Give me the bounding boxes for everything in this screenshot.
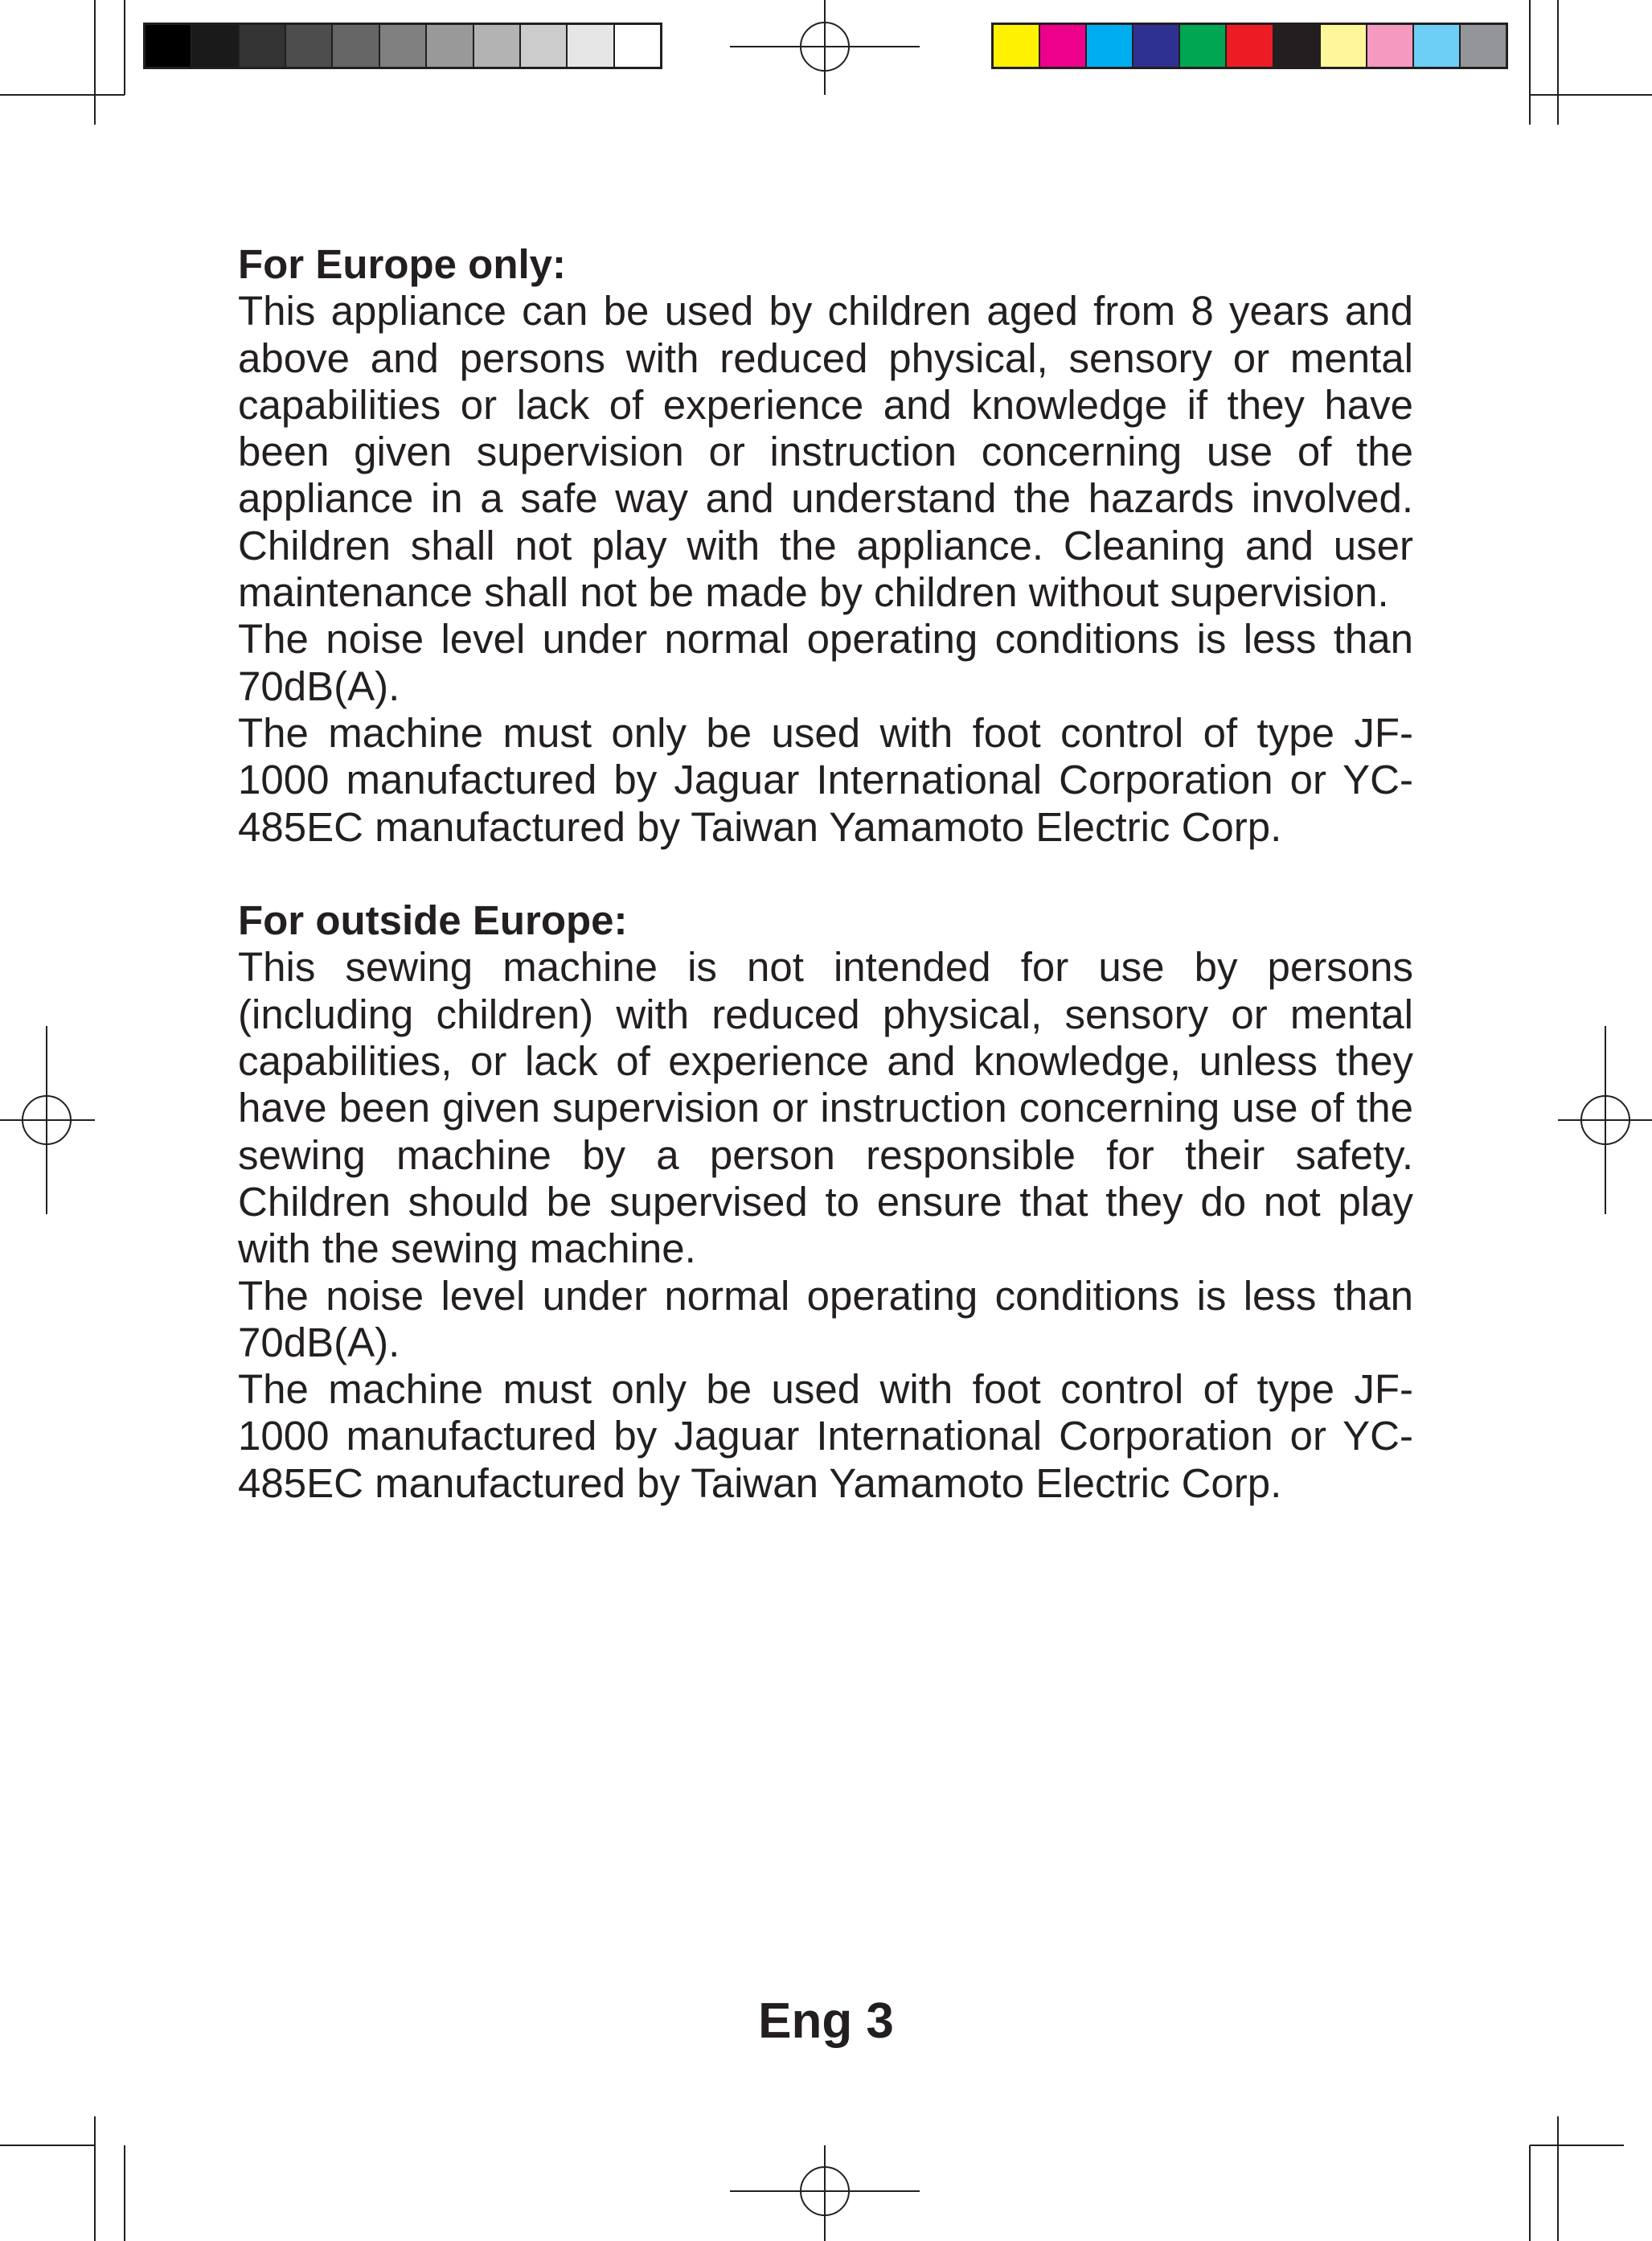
paragraph: The machine must only be used with foot control of type JF-1000 manufactured by Jaguar International Corporation or YC-485EC manufactured by Taiwan Yamamoto Electric Corp. bbox=[238, 1366, 1413, 1506]
section-outside-europe bbox=[238, 897, 1413, 1507]
registration-mark-bottom bbox=[730, 2145, 920, 2241]
document-body bbox=[238, 241, 1413, 1507]
section-spacer bbox=[238, 851, 1413, 897]
page-number: Eng 3 bbox=[758, 1993, 894, 2049]
paragraph: The machine must only be used with foot control of type JF-1000 manufactured by Jaguar International Corporation or YC-485EC manufactured by Taiwan Yamamoto Electric Corp. bbox=[238, 709, 1413, 850]
paragraph: This appliance can be used by children aged from 8 years and above and persons with reduced physical, sensory or mental capabilities or lack of experience and knowledge if they have been given supervision or instruction concerning use of the appliance in a safe way and understand the hazards involved. Children shall not play with the appliance. Cleaning and user maintenance shall not be made by children without supervision. bbox=[238, 288, 1413, 616]
paragraph: The noise level under normal operating conditions is less than 70dB(A). bbox=[238, 1272, 1413, 1365]
registration-mark-top bbox=[730, 0, 920, 95]
section-europe bbox=[238, 241, 1413, 851]
registration-mark-right bbox=[1558, 1026, 1652, 1214]
paragraph: The noise level under normal operating conditions is less than 70dB(A). bbox=[238, 616, 1413, 709]
paragraph: This sewing machine is not intended for use by persons (including children) with reduced physical, sensory or mental capabilities, or lack of experience and knowledge, unless they have been given supervision or instruction concerning use of the sewing machine by a person responsible for their safety. Children should be supervised to ensure that they do not play with the sewing machine. bbox=[238, 944, 1413, 1272]
section-heading: For Europe only: bbox=[238, 241, 566, 287]
section-heading: For outside Europe: bbox=[238, 897, 628, 944]
registration-mark-left bbox=[0, 1026, 95, 1214]
